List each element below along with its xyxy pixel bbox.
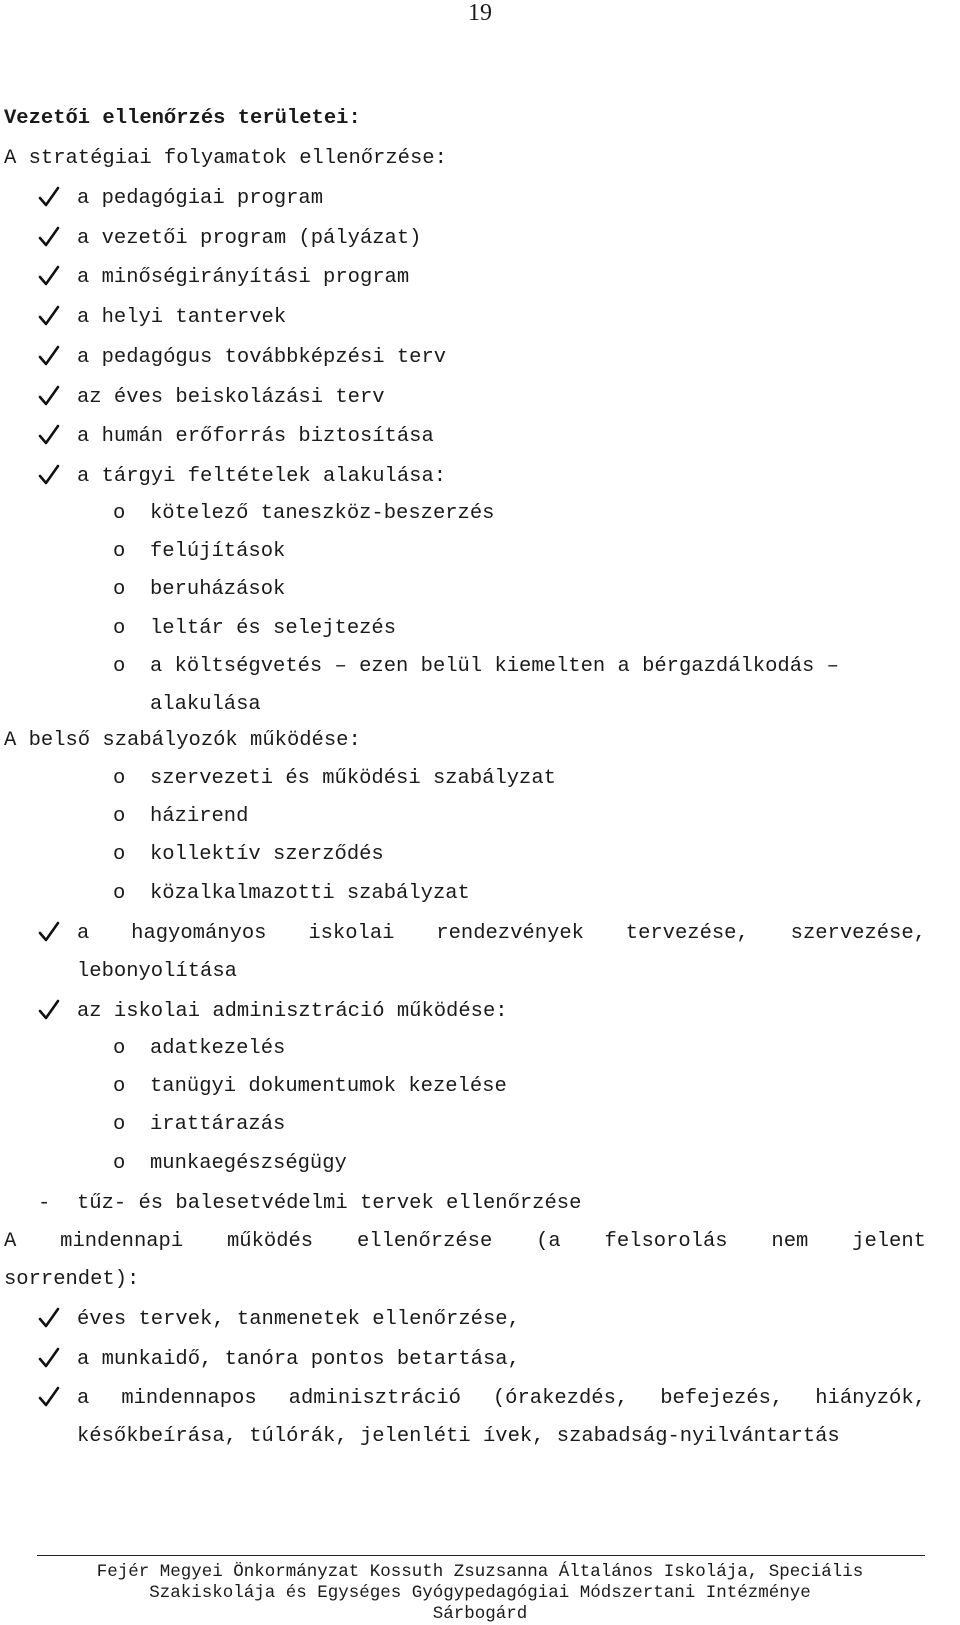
bullet-marker: o xyxy=(113,767,126,790)
word: iskolai xyxy=(308,922,395,945)
list-item: a pedagógiai program xyxy=(77,187,324,210)
checkmark-icon xyxy=(38,1386,60,1408)
bullet-marker: o xyxy=(113,654,126,678)
checkmark-icon xyxy=(38,464,60,486)
word: a xyxy=(77,1387,90,1410)
word: szervezése, xyxy=(790,922,926,945)
word: a xyxy=(77,922,90,945)
footer-line-2: Szakiskolája és Egységes Gyógypedagógiai Módszertani Intézménye xyxy=(149,1583,811,1603)
checkmark-icon xyxy=(38,1307,60,1329)
word: (órakezdés, xyxy=(492,1387,629,1410)
list-item: a vezetői program (pályázat) xyxy=(77,226,422,250)
word: (a xyxy=(536,1230,561,1253)
checkmark-icon xyxy=(38,226,60,248)
page-number: 19 xyxy=(468,0,492,26)
bullet-marker: o xyxy=(113,578,126,602)
bullet-marker: o xyxy=(113,881,126,905)
bullet-marker: o xyxy=(113,805,126,829)
sub-list-item: a költségvetés – ezen belül kiemelten a bérgazdálkodás – xyxy=(150,654,839,678)
list-item: a helyi tantervek xyxy=(77,306,287,330)
sub-list-item: leltár és selejtezés xyxy=(150,616,397,640)
word: jelent xyxy=(852,1230,926,1253)
footer-divider xyxy=(37,1555,925,1556)
daily-last-item-continuation: későkbeírása, túlórák, jelenléti ívek, szabadság-nyilvántartás xyxy=(77,1425,840,1448)
fire-safety-item: tűz- és balesetvédelmi tervek ellenőrzése xyxy=(77,1192,582,1215)
checkmark-icon xyxy=(38,265,60,287)
list-item: az éves beiskolázási terv xyxy=(77,385,385,409)
list-item: a humán erőforrás biztosítása xyxy=(77,425,434,449)
list-item: a munkaidő, tanóra pontos betartása, xyxy=(77,1347,520,1371)
bullet-marker: o xyxy=(113,616,126,640)
list-item: a pedagógus továbbképzési terv xyxy=(77,345,447,369)
daily-title-continuation: sorrendet): xyxy=(4,1268,140,1291)
sub-list-item: adatkezelés xyxy=(150,1037,286,1060)
word: hiányzók, xyxy=(815,1387,926,1410)
checkmark-icon xyxy=(38,385,60,407)
strategic-title: A stratégiai folyamatok ellenőrzése: xyxy=(4,147,447,170)
word: mindennapos xyxy=(121,1387,257,1410)
bullet-marker: o xyxy=(113,1037,126,1060)
sub-list-item: házirend xyxy=(150,805,249,829)
sub-list-item: irattárazás xyxy=(150,1113,286,1137)
administration-title: az iskolai adminisztráció működése: xyxy=(77,1000,508,1023)
internal-rules-title: A belső szabályozók működése: xyxy=(4,729,361,752)
events-item xyxy=(77,922,926,946)
list-item: a minőségirányítási program xyxy=(77,266,410,290)
word: nem xyxy=(771,1230,809,1253)
checkmark-icon xyxy=(38,921,60,943)
word: működés xyxy=(227,1230,314,1253)
sub-list-item: munkaegészségügy xyxy=(150,1151,347,1175)
checkmark-icon xyxy=(38,345,60,367)
footer-line-3: Sárbogárd xyxy=(432,1604,528,1624)
sub-list-item: kötelező taneszköz-beszerzés xyxy=(150,502,495,525)
bullet-marker: o xyxy=(113,1113,126,1137)
checkmark-icon xyxy=(38,186,60,208)
bullet-marker: o xyxy=(113,1151,126,1175)
word: rendezvények xyxy=(436,922,584,945)
word: tervezése, xyxy=(625,922,749,945)
word: hagyományos xyxy=(131,922,267,945)
bullet-marker: o xyxy=(113,843,126,867)
sub-list-item: kollektív szerződés xyxy=(150,843,384,867)
bullet-marker: o xyxy=(113,540,126,564)
sub-list-item: közalkalmazotti szabályzat xyxy=(150,881,470,905)
checkmark-icon xyxy=(38,1347,60,1369)
daily-last-item xyxy=(77,1387,926,1411)
sub-list-item: szervezeti és működési szabályzat xyxy=(150,767,556,790)
word: befejezés, xyxy=(660,1387,784,1410)
list-item: a tárgyi feltételek alakulása: xyxy=(77,464,447,488)
bullet-marker: o xyxy=(113,502,126,525)
checkmark-icon xyxy=(38,305,60,327)
events-continuation: lebonyolítása xyxy=(77,960,237,983)
bullet-marker: o xyxy=(113,1075,126,1099)
section-heading: Vezetői ellenőrzés területei: xyxy=(4,107,361,130)
sub-list-item: felújítások xyxy=(150,540,286,564)
word: A xyxy=(4,1230,17,1253)
word: mindennapi xyxy=(60,1230,184,1253)
word: adminisztráció xyxy=(288,1387,461,1410)
sub-list-item: beruházások xyxy=(150,578,286,602)
list-item: éves tervek, tanmenetek ellenőrzése, xyxy=(77,1308,520,1331)
word: ellenőrzése xyxy=(356,1230,493,1253)
word: felsorolás xyxy=(604,1230,728,1253)
footer-line-1: Fejér Megyei Önkormányzat Kossuth Zsuzsanna Általános Iskolája, Speciális xyxy=(96,1562,864,1582)
sub-list-item: alakulása xyxy=(150,693,261,716)
daily-title xyxy=(4,1230,926,1254)
sub-list-item: tanügyi dokumentumok kezelése xyxy=(150,1075,507,1099)
dash-marker: - xyxy=(38,1192,51,1215)
checkmark-icon xyxy=(38,424,60,446)
checkmark-icon xyxy=(38,999,60,1021)
